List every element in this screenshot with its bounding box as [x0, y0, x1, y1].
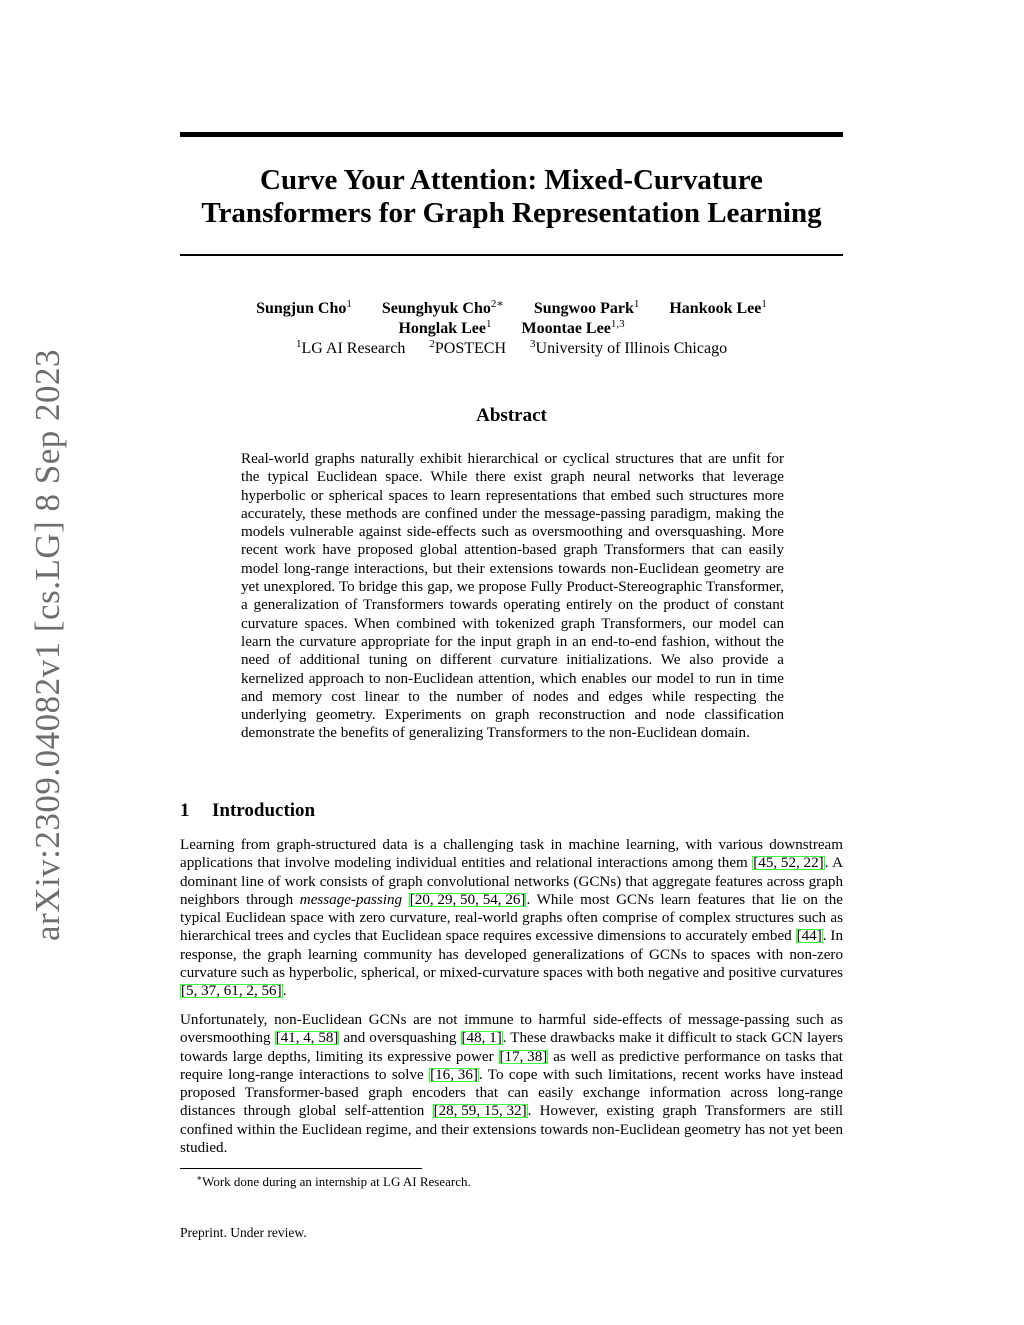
author-line-2 — [180, 319, 843, 339]
title-line-2: Transformers for Graph Representation Learning — [201, 197, 822, 229]
citation-link[interactable]: [41, 4, 58] — [275, 1030, 339, 1047]
affiliation-line — [180, 339, 843, 359]
title-top-rule — [180, 132, 843, 137]
citation-link[interactable]: [48, 1] — [461, 1030, 502, 1047]
citation-link[interactable]: [20, 29, 50, 54, 26] — [409, 891, 526, 908]
intro-paragraph-1: Learning from graph-structured data is a challenging task in machine learning, with various downstream applications that involve modeling individual entities and relational interactions among them [45, 52, 22]. A dominant line of work consists of graph convolutional networks (GCNs) that aggregate features across graph neighbors through message-passing [20, 29, 50, 54, 26]. While most GCNs learn features that lie on the typical Euclidean space with zero curvature, real-world graphs often comprise of complex structures such as hierarchical trees and cycles that Euclidean space requires excessive dimensions to accurately embed [44]. In response, the graph learning community has developed generalizations of GCNs to spaces with non-zero curvature such as hyperbolic, spherical, or mixed-curvature spaces with both negative and positive curvatures [5, 37, 61, 2, 56]. — [180, 837, 843, 1000]
author: Sungwoo Park$^1$ — [533, 298, 640, 317]
page-footer: Preprint. Under review. — [180, 1225, 307, 1240]
arxiv-identifier: arXiv:2309.04082v1 [cs.LG] 8 Sep 2023 — [28, 348, 67, 942]
author: Hankook Lee$^1$ — [669, 298, 767, 317]
section-heading — [180, 800, 315, 822]
paper-title — [180, 164, 843, 230]
affiliation: $^1$LG AI Research — [295, 338, 406, 357]
title-line-1: Curve Your Attention: Mixed-Curvature — [260, 164, 763, 196]
citation-link[interactable]: [17, 38] — [499, 1048, 548, 1065]
section-title: Introduction — [212, 800, 316, 821]
author: Sungjun Cho$^1$ — [256, 298, 352, 317]
footnote-text: Work done during an internship at LG AI Research. — [202, 1174, 471, 1189]
author-block — [180, 299, 843, 359]
author: Honglak Lee$^1$ — [398, 318, 492, 337]
citation-link[interactable]: [44] — [796, 928, 822, 945]
citation-link[interactable]: [16, 36] — [430, 1066, 478, 1083]
emphasis: message-passing — [299, 891, 403, 908]
title-bottom-rule — [180, 254, 843, 256]
abstract-text: Real-world graphs naturally exhibit hierarchical or cyclical structures that are unfit for the typical Euclidean space. While there exist graph neural networks that leverage hyperbolic or spherical spaces to learn representations that embed such structures more accurately, these methods are confined under the message-passing paradigm, making the models vulnerable against side-effects such as oversmoothing and oversquashing. More recent work have proposed global attention-based graph Transformers that can easily model long-range interactions, but their extensions towards non-Euclidean geometry are yet unexplored. To bridge this gap, we propose Fully Product-Stereographic Transformer, a generalization of Transformers towards operating entirely on the product of constant curvature spaces. When combined with tokenized graph Transformers, our model can learn the curvature appropriate for the input graph in an end-to-end fashion, without the need of additional tuning on different curvature initializations. We also provide a kernelized approach to non-Euclidean attention, which enables our model to run in time and memory cost linear to the number of nodes and edges while respecting the underlying geometry. Experiments on graph reconstruction and node classification demonstrate the benefits of generalizing Transformers to the non-Euclidean domain. — [241, 451, 784, 742]
footnote-rule — [180, 1168, 422, 1169]
footnote — [196, 1174, 471, 1190]
footnote-mark: ∗ — [196, 1173, 203, 1183]
affiliation: $^2$POSTECH — [429, 338, 507, 357]
intro-paragraph-2: Unfortunately, non-Euclidean GCNs are not immune to harmful side-effects of message-passing such as oversmoothing [41, 4, 58] and oversquashing [48, 1]. These drawbacks make it difficult to stack GCN layers towards large depths, limiting its expressive power [17, 38] as well as predictive performance on tasks that require long-range interactions to solve [16, 36]. To cope with such limitations, recent works have instead proposed Transformer-based graph encoders that can easily exchange information across long-range distances through global self-attention [28, 59, 15, 32]. However, existing graph Transformers are still confined within the Euclidean regime, and their extensions towards non-Euclidean geometry has not yet been studied. — [180, 1012, 844, 1157]
author-line-1 — [180, 299, 843, 319]
author: Seunghyuk Cho$^{2∗}$ — [381, 298, 504, 317]
citation-link[interactable]: [28, 59, 15, 32] — [433, 1103, 527, 1120]
section-number: 1 — [180, 800, 190, 821]
affiliation: $^3$University of Illinois Chicago — [530, 338, 728, 357]
citation-link[interactable]: [5, 37, 61, 2, 56] — [181, 983, 282, 1000]
citation-link[interactable]: [45, 52, 22] — [753, 855, 824, 872]
author: Moontae Lee$^{1,3}$ — [521, 318, 625, 337]
abstract-heading: Abstract — [476, 405, 547, 426]
